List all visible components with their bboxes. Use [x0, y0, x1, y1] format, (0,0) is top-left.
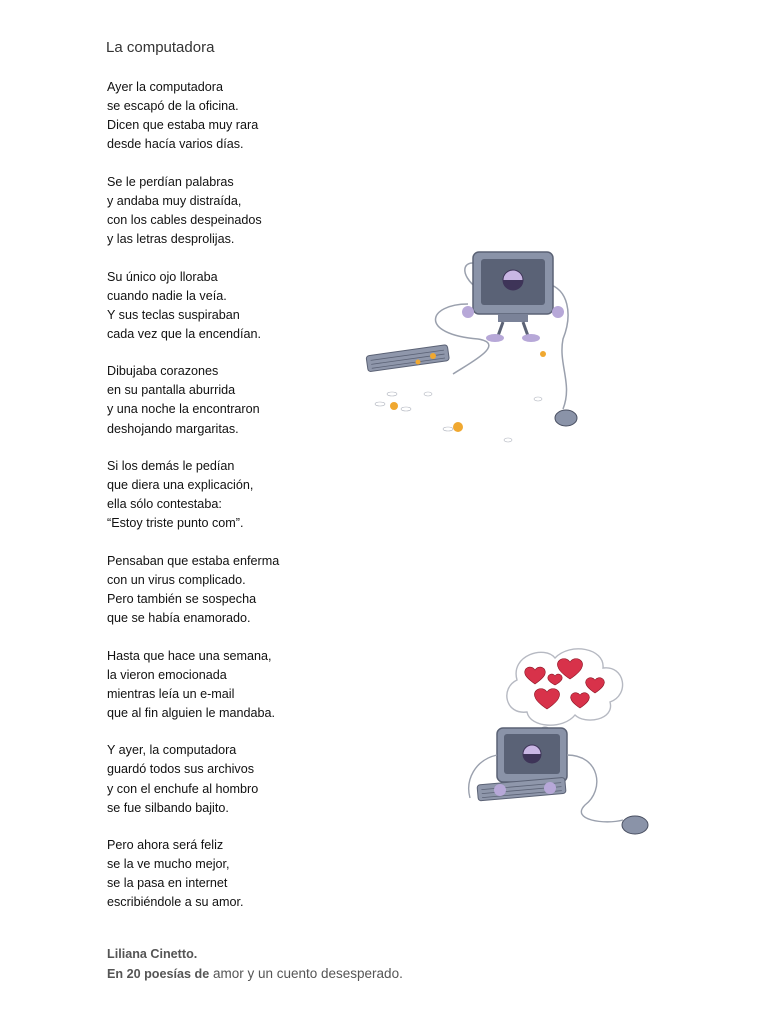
- poem-line: Y ayer, la computadora: [107, 743, 237, 758]
- stanza: [107, 836, 357, 912]
- source-line: [107, 964, 403, 984]
- poem-line: Ayer la computadora: [107, 80, 223, 94]
- poem-line: cuando nadie la veía.: [107, 288, 227, 303]
- poem-line: Dibujaba corazones: [107, 364, 219, 379]
- poem-line: y con el enchufe al hombro: [107, 781, 259, 796]
- stanza: [107, 362, 357, 438]
- poem-line: y una noche la encontraron: [107, 402, 260, 417]
- poem-line: Pensaban que estaba enferma: [107, 553, 280, 568]
- credit-block: [107, 944, 403, 984]
- poem-line: y las letras desprolijas.: [107, 232, 235, 247]
- stanza: [107, 457, 357, 533]
- source-suffix: amor y un cuento desesperado.: [209, 966, 403, 981]
- poem-line: la vieron emocionada: [107, 667, 227, 682]
- stanza: [107, 78, 357, 154]
- poem-line: Hasta que hace una semana,: [107, 648, 272, 663]
- poem-line: se la ve mucho mejor,: [107, 857, 230, 872]
- poem-line: desde hacía varios días.: [107, 137, 244, 152]
- computer-in-love-icon: [455, 640, 660, 845]
- poem-line: Su único ojo lloraba: [107, 269, 218, 284]
- poem-line: se la pasa en internet: [107, 876, 228, 891]
- poem-line: Y sus teclas suspiraban: [107, 307, 240, 322]
- poem-line: se fue silbando bajito.: [107, 800, 229, 815]
- poem-line: con un virus complicado.: [107, 572, 246, 587]
- source-prefix: En 20 poesías de: [107, 967, 210, 981]
- poem-body: [107, 78, 357, 931]
- poem-line: cada vez que la encendían.: [107, 326, 262, 341]
- author-name: Liliana Cinetto.: [107, 947, 198, 961]
- poem-line: deshojando margaritas.: [107, 421, 239, 436]
- poem-line: Pero también se sospecha: [107, 592, 257, 607]
- stanza: [107, 741, 357, 817]
- sad-computer-illustration: [358, 244, 594, 452]
- poem-line: que se había enamorado.: [107, 611, 251, 626]
- poem-line: escribiéndole a su amor.: [107, 895, 244, 910]
- poem-line: Dicen que estaba muy rara: [107, 118, 259, 133]
- poem-line: Si los demás le pedían: [107, 459, 235, 474]
- stanza: [107, 268, 357, 344]
- poem-line: con los cables despeinados: [107, 212, 262, 227]
- sad-computer-icon: [358, 244, 594, 452]
- poem-line: “Estoy triste punto com”.: [107, 516, 244, 531]
- stanza: [107, 552, 357, 628]
- poem-line: guardó todos sus archivos: [107, 762, 255, 777]
- poem-line: ella sólo contestaba:: [107, 497, 222, 512]
- computer-in-love-illustration: [455, 640, 660, 845]
- poem-line: se escapó de la oficina.: [107, 99, 239, 114]
- stanza: [107, 173, 357, 249]
- poem-line: Pero ahora será feliz: [107, 838, 224, 853]
- page-title: La computadora: [106, 39, 215, 56]
- poem-line: mientras leía un e-mail: [107, 686, 235, 701]
- stanza: [107, 647, 357, 723]
- poem-line: y andaba muy distraída,: [107, 193, 242, 208]
- poem-line: que al fin alguien le mandaba.: [107, 705, 276, 720]
- poem-line: Se le perdían palabras: [107, 174, 234, 189]
- poem-line: que diera una explicación,: [107, 478, 254, 493]
- poem-line: en su pantalla aburrida: [107, 383, 236, 398]
